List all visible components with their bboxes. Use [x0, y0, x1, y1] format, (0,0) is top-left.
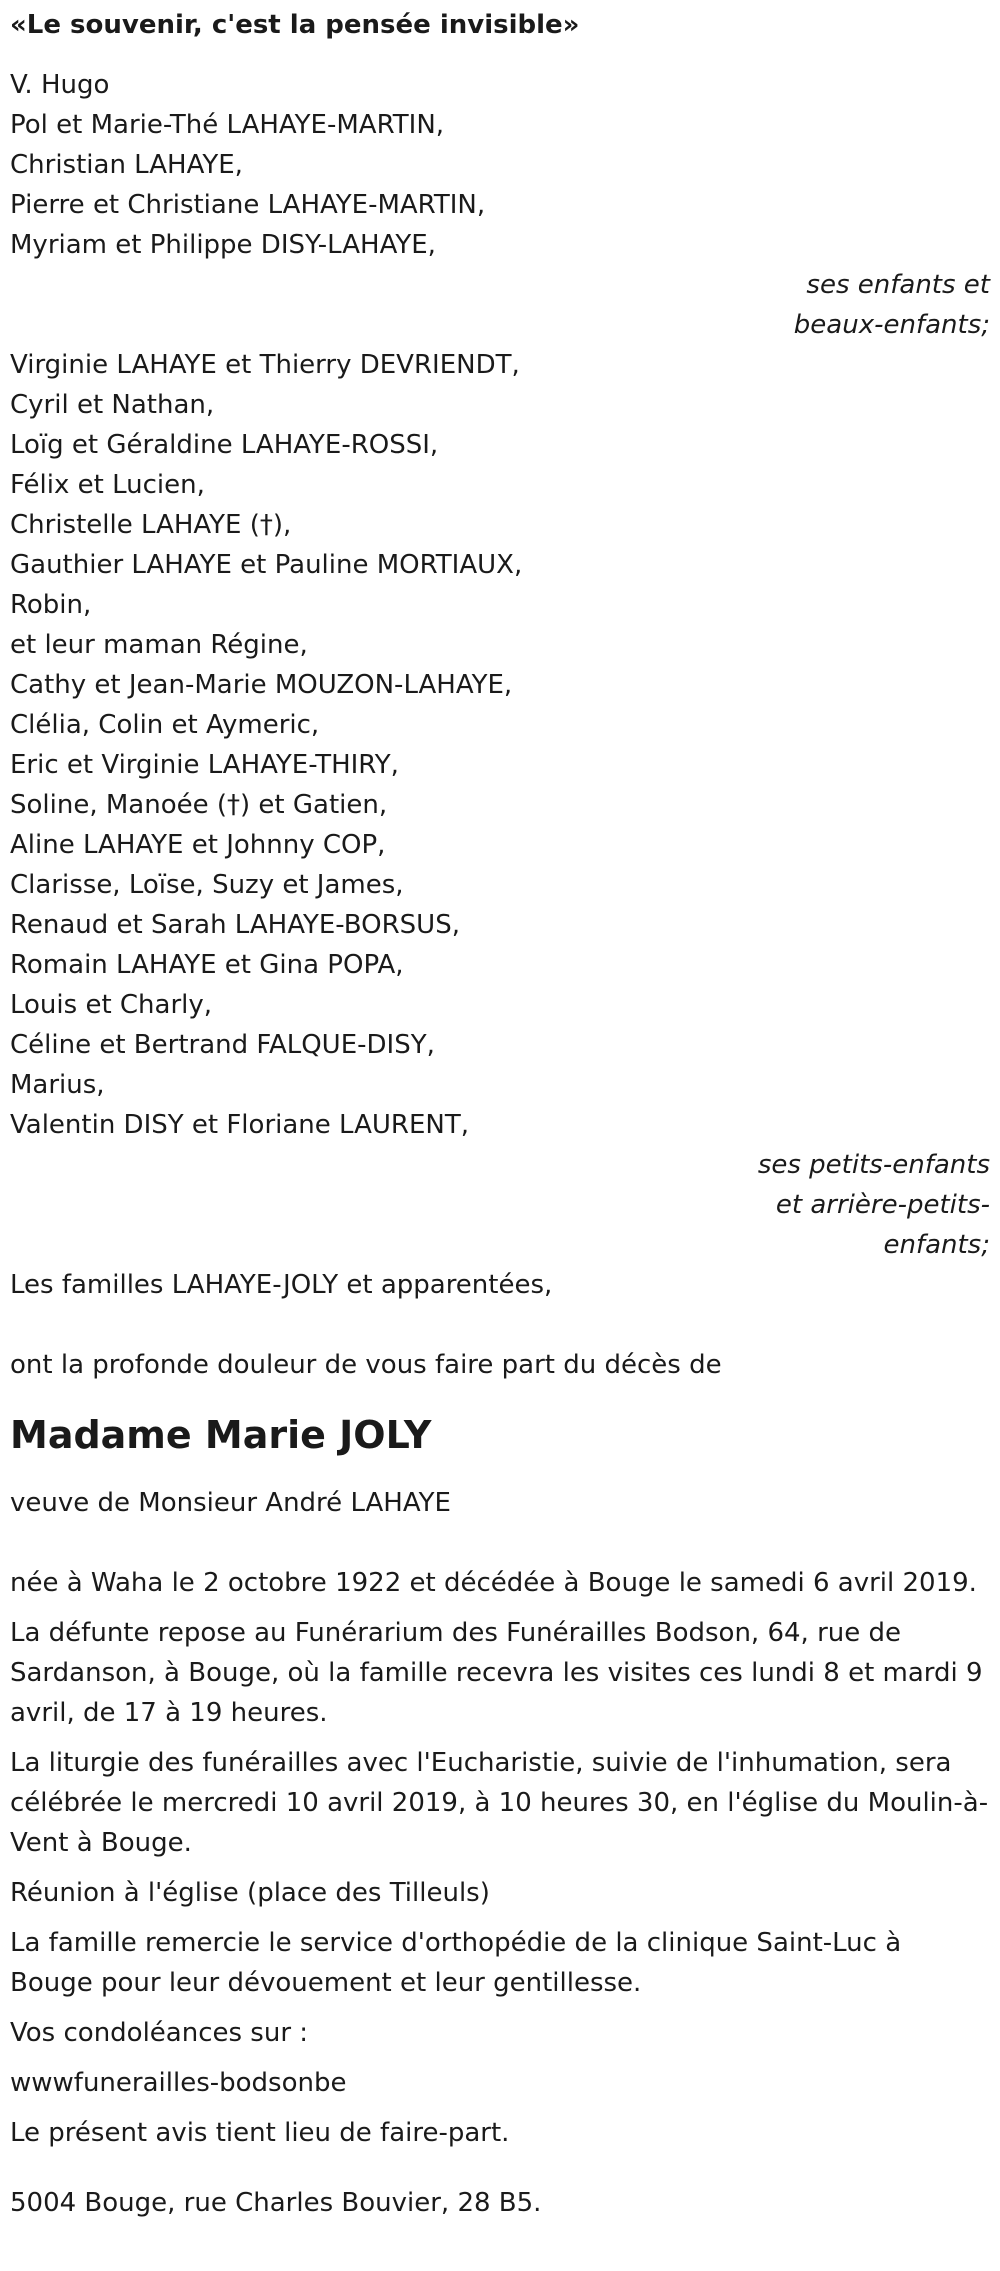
grandchildren-role-line: enfants; — [883, 1230, 990, 1260]
grandchild-entry: Virginie LAHAYE et Thierry DEVRIENDT, — [10, 350, 520, 380]
condolences-website: wwwfunerailles-bodsonbe — [10, 2068, 347, 2098]
epigraph-author: V. Hugo — [10, 70, 110, 100]
child-entry: Myriam et Philippe DISY-LAHAYE, — [10, 230, 436, 260]
epigraph-quote: «Le souvenir, c'est la pensée invisible» — [10, 10, 580, 40]
families-line: Les familles LAHAYE-JOLY et apparentées, — [10, 1270, 553, 1300]
grandchild-entry: Gauthier LAHAYE et Pauline MORTIAUX, — [10, 550, 523, 580]
deceased-name: Madame Marie JOLY — [10, 1413, 432, 1457]
condolences-label: Vos condoléances sur : — [10, 2018, 309, 2048]
grandchild-entry: Romain LAHAYE et Gina POPA, — [10, 950, 404, 980]
grandchildren-role — [10, 1145, 990, 1265]
grandchild-entry: et leur maman Régine, — [10, 630, 308, 660]
grandchild-entry: Robin, — [10, 590, 92, 620]
thanks-paragraph: La famille remercie le service d'orthopédie de la clinique Saint-Luc à Bouge pour leur dévouement et leur gentillesse. — [10, 1928, 902, 1998]
grandchild-entry: Eric et Virginie LAHAYE-THIRY, — [10, 750, 399, 780]
grandchild-entry: Christelle LAHAYE (†), — [10, 510, 292, 540]
grandchild-entry: Clélia, Colin et Aymeric, — [10, 710, 320, 740]
birth-death-paragraph: née à Waha le 2 octobre 1922 et décédée à Bouge le samedi 6 avril 2019. — [10, 1568, 977, 1598]
grandchild-entry: Louis et Charly, — [10, 990, 213, 1020]
child-entry: Pol et Marie-Thé LAHAYE-MARTIN, — [10, 110, 445, 140]
grandchild-entry: Cathy et Jean-Marie MOUZON-LAHAYE, — [10, 670, 513, 700]
grandchild-entry: Céline et Bertrand FALQUE-DISY, — [10, 1030, 435, 1060]
grandchild-entry: Marius, — [10, 1070, 105, 1100]
grandchild-entry: Aline LAHAYE et Johnny COP, — [10, 830, 386, 860]
grandchild-entry: Clarisse, Loïse, Suzy et James, — [10, 870, 404, 900]
children-role-line: beaux-enfants; — [793, 310, 990, 340]
child-entry: Pierre et Christiane LAHAYE-MARTIN, — [10, 190, 486, 220]
widow-of-line: veuve de Monsieur André LAHAYE — [10, 1488, 451, 1518]
meeting-paragraph: Réunion à l'église (place des Tilleuls) — [10, 1878, 490, 1908]
grandchild-entry: Renaud et Sarah LAHAYE-BORSUS, — [10, 910, 460, 940]
grandchild-entry: Cyril et Nathan, — [10, 390, 215, 420]
notice-disclaimer: Le présent avis tient lieu de faire-part. — [10, 2118, 510, 2148]
child-entry: Christian LAHAYE, — [10, 150, 243, 180]
announcement-line: ont la profonde douleur de vous faire part du décès de — [10, 1350, 722, 1380]
liturgy-paragraph: La liturgie des funérailles avec l'Eucharistie, suivie de l'inhumation, sera célébrée le mercredi 10 avril 2019, à 10 heures 30, en l'église du Moulin-à-Vent à Bouge. — [10, 1748, 989, 1858]
funerarium-paragraph: La défunte repose au Funérarium des Funérailles Bodson, 64, rue de Sardanson, à Bouge, où la famille recevra les visites ces lundi 8 et mardi 9 avril, de 17 à 19 heures. — [10, 1618, 983, 1728]
children-role-line: ses enfants et — [806, 270, 990, 300]
grandchild-entry: Loïg et Géraldine LAHAYE-ROSSI, — [10, 430, 439, 460]
grandchildren-role-line: et arrière-petits- — [775, 1190, 990, 1220]
grandchildren-role-line: ses petits-enfants — [757, 1150, 990, 1180]
grandchild-entry: Soline, Manoée (†) et Gatien, — [10, 790, 388, 820]
children-role — [10, 265, 990, 345]
grandchild-entry: Félix et Lucien, — [10, 470, 205, 500]
address-line: 5004 Bouge, rue Charles Bouvier, 28 B5. — [10, 2188, 542, 2218]
grandchild-entry: Valentin DISY et Floriane LAURENT, — [10, 1110, 470, 1140]
